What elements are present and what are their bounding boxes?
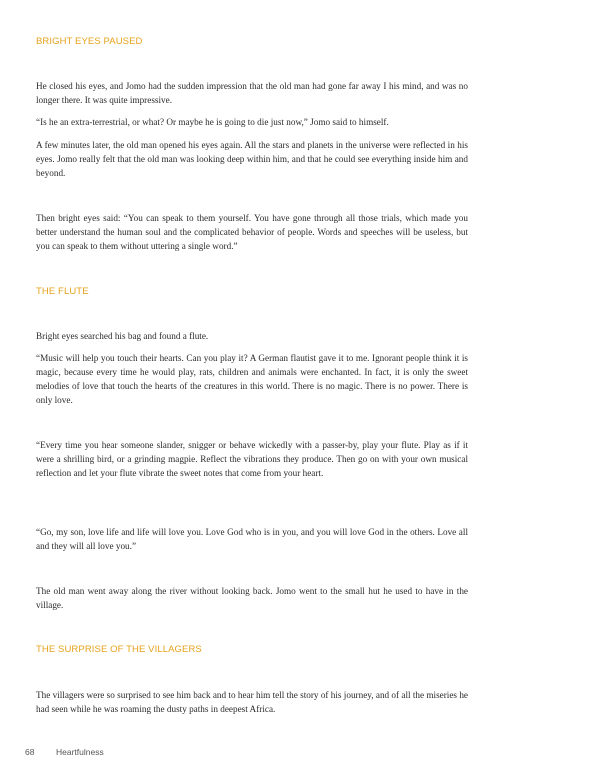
paragraph: A few minutes later, the old man opened his eyes again. All the stars and planets in the universe were reflected in his eyes. Jomo really felt that the old man was looking deep within him, and that he could see everything inside him and beyond. — [36, 140, 468, 178]
publication-name: Heartfulness — [56, 747, 104, 757]
paragraph: The old man went away along the river without looking back. Jomo went to the small hut he used to have in the village. — [36, 586, 468, 610]
paragraph: “Is he an extra-terrestrial, or what? Or maybe he is going to die just now,” Jomo said to himself. — [36, 117, 389, 127]
section-heading-the-surprise-of-the-villagers: THE SURPRISE OF THE VILLAGERS — [36, 644, 202, 655]
paragraph: Then bright eyes said: “You can speak to them yourself. You have gone through all those trials, which made you better understand the human soul and the complicated behavior of people. Words and speeches will be useless, but you can speak to them without uttering a single word.” — [36, 213, 468, 251]
paragraph: “Every time you hear someone slander, snigger or behave wickedly with a passer-by, play your flute. Play as if it were a shrilling bird, or a grinding magpie. Reflect the vibrations they produce. Then go on with your own musical reflection and let your flute vibrate the sweet notes that come from your heart. — [36, 440, 468, 478]
paragraph: “Go, my son, love life and life will love you. Love God who is in you, and you will love God in the others. Love all and they will all love you.” — [36, 527, 468, 551]
paragraph: Bright eyes searched his bag and found a flute. — [36, 331, 209, 341]
paragraph: “Music will help you touch their hearts. Can you play it? A German flautist gave it to me. Ignorant people think it is magic, because every time he would play, rats, children and animals were enchanted. In fact, it is only the sweet melodies of love that touch the hearts of the creatures in this world. There is no magic. There is no power. There is only love. — [36, 353, 468, 405]
paragraph: He closed his eyes, and Jomo had the sudden impression that the old man had gone far away I his mind, and was no longer there. It was quite impressive. — [36, 81, 468, 105]
page-number: 68 — [25, 747, 35, 757]
section-heading-the-flute: THE FLUTE — [36, 286, 89, 297]
section-heading-bright-eyes-paused: BRIGHT EYES PAUSED — [36, 36, 143, 47]
paragraph: The villagers were so surprised to see him back and to hear him tell the story of his journey, and of all the miseries he had seen while he was roaming the dusty paths in deepest Africa. — [36, 690, 468, 714]
